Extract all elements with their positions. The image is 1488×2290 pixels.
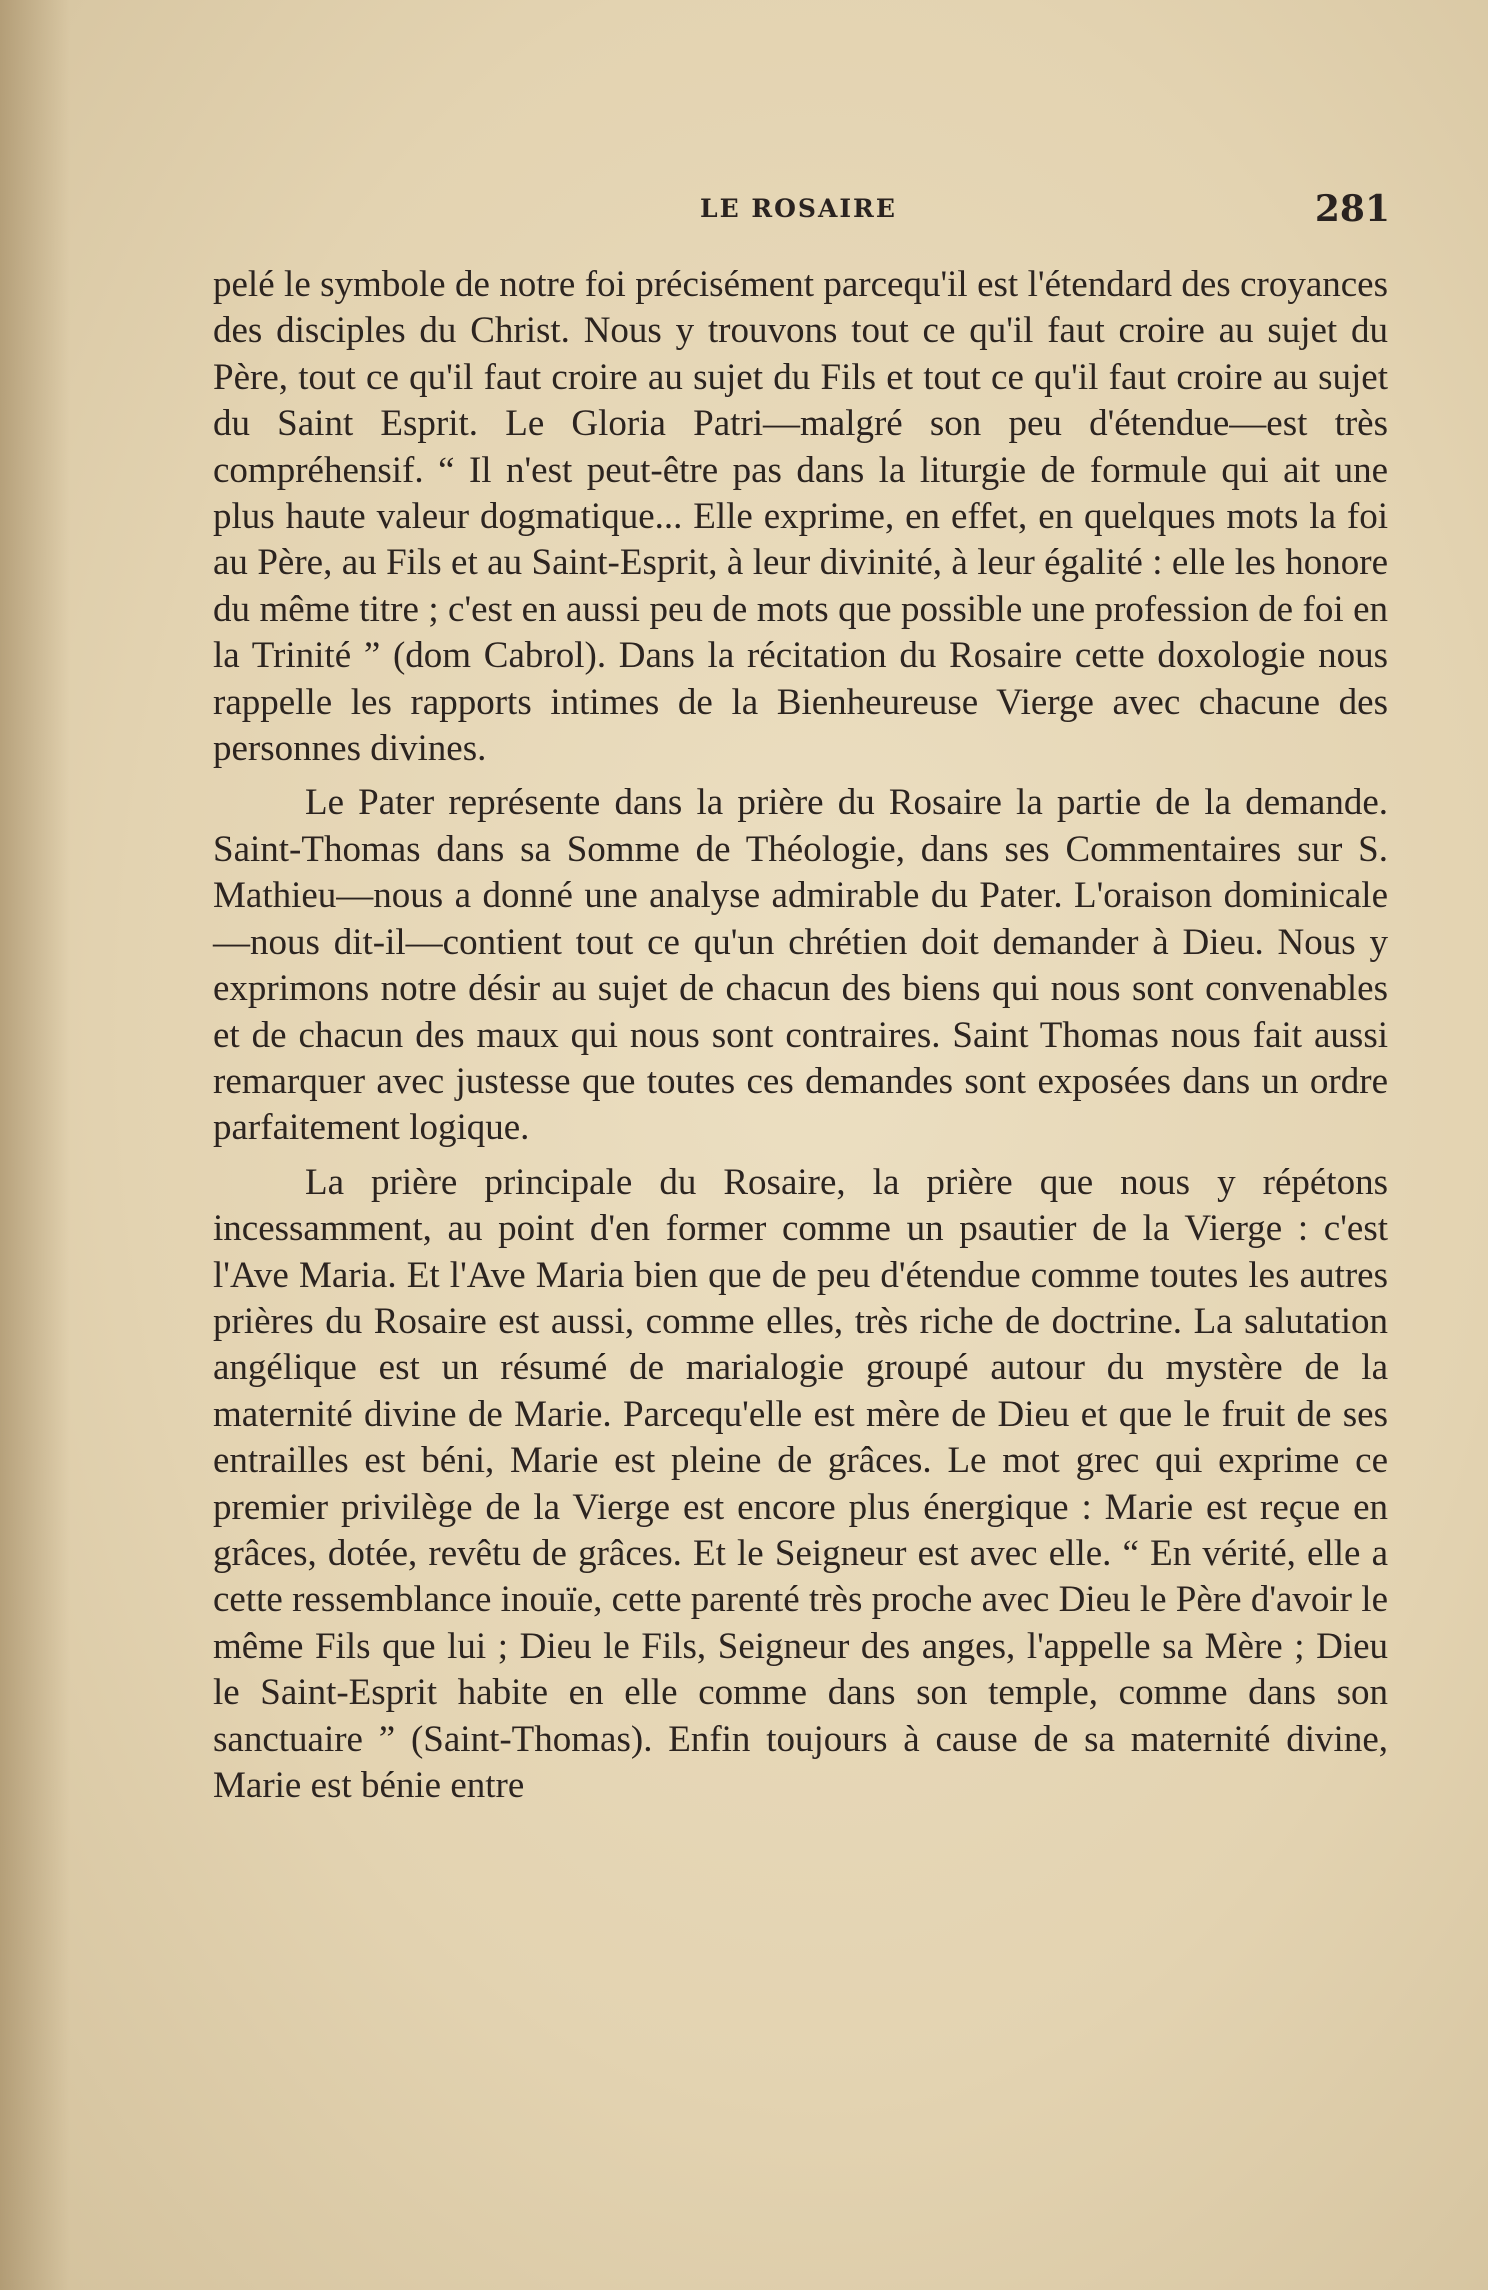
paragraph: La prière principale du Rosaire, la prière que nous y répétons incessamment, au point d'en former comme un psautier de la Vierge : c'est l'Ave Maria. Et l'Ave Maria bien que de peu d'étendue comme toutes les autres prières du Rosaire est aussi, comme elles, très riche de doctrine. La salutation angélique est un résumé de marialogie groupé autour du mystère de la maternité divine de Marie. Parcequ'elle est mère de Dieu et que le fruit de ses entrailles est béni, Marie est pleine de grâces. Le mot grec qui exprime ce premier privilège de la Vierge est encore plus énergique : Marie est reçue en grâces, dotée, revêtu de grâces. Et le Seigneur est avec elle. “ En vérité, elle a cette ressemblance inouïe, cette parenté très proche avec Dieu le Père d'avoir le même Fils que lui ; Dieu le Fils, Seigneur des anges, l'appelle sa Mère ; Dieu le Saint-Esprit habite en elle comme dans son temple, comme dans son sanctuaire ” (Saint-Thomas). Enfin toujours à cause de sa maternité divine, Marie est bénie entre <box>213 1161 1388 1806</box>
paragraph: Le Pater représente dans la prière du Rosaire la partie de la demande. Saint-Thomas dans sa Somme de Théologie, dans ses Commentaires sur S. Mathieu—nous a donné une analyse admirable du Pater. L'oraison dominicale—nous dit-il—contient tout ce qu'un chrétien doit demander à Dieu. Nous y exprimons notre désir au sujet de chacun des biens qui nous sont convenables et de chacun des maux qui nous sont contraires. Saint Thomas nous fait aussi remarquer avec justesse que toutes ces demandes sont exposées dans un ordre parfaitement logique. <box>213 782 1388 1149</box>
binding-shadow <box>0 0 70 2290</box>
paragraph: pelé le symbole de notre foi précisément parcequ'il est l'étendard des croyances des disciples du Christ. Nous y trouvons tout ce qu'il faut croire au sujet du Père, tout ce qu'il faut croire au sujet du Fils et tout ce qu'il faut croire au sujet du Saint Esprit. Le Gloria Patri—malgré son peu d'étendue—est très compréhensif. “ Il n'est peut-être pas dans la liturgie de formule qui ait une plus haute valeur dogmatique... Elle exprime, en effet, en quelques mots la foi au Père, au Fils et au Saint-Esprit, à leur divinité, à leur égalité : elle les honore du même titre ; c'est en aussi peu de mots que possible une profession de foi en la Trinité ” (dom Cabrol). Dans la récitation du Rosaire cette doxologie nous rappelle les rapports intimes de la Bienheureuse Vierge avec chacune des personnes divines. <box>213 264 1388 770</box>
running-title: LE ROSAIRE <box>700 194 897 223</box>
page-number: 281 <box>1314 188 1390 230</box>
body-text <box>213 262 1388 1817</box>
running-head <box>210 188 1390 238</box>
